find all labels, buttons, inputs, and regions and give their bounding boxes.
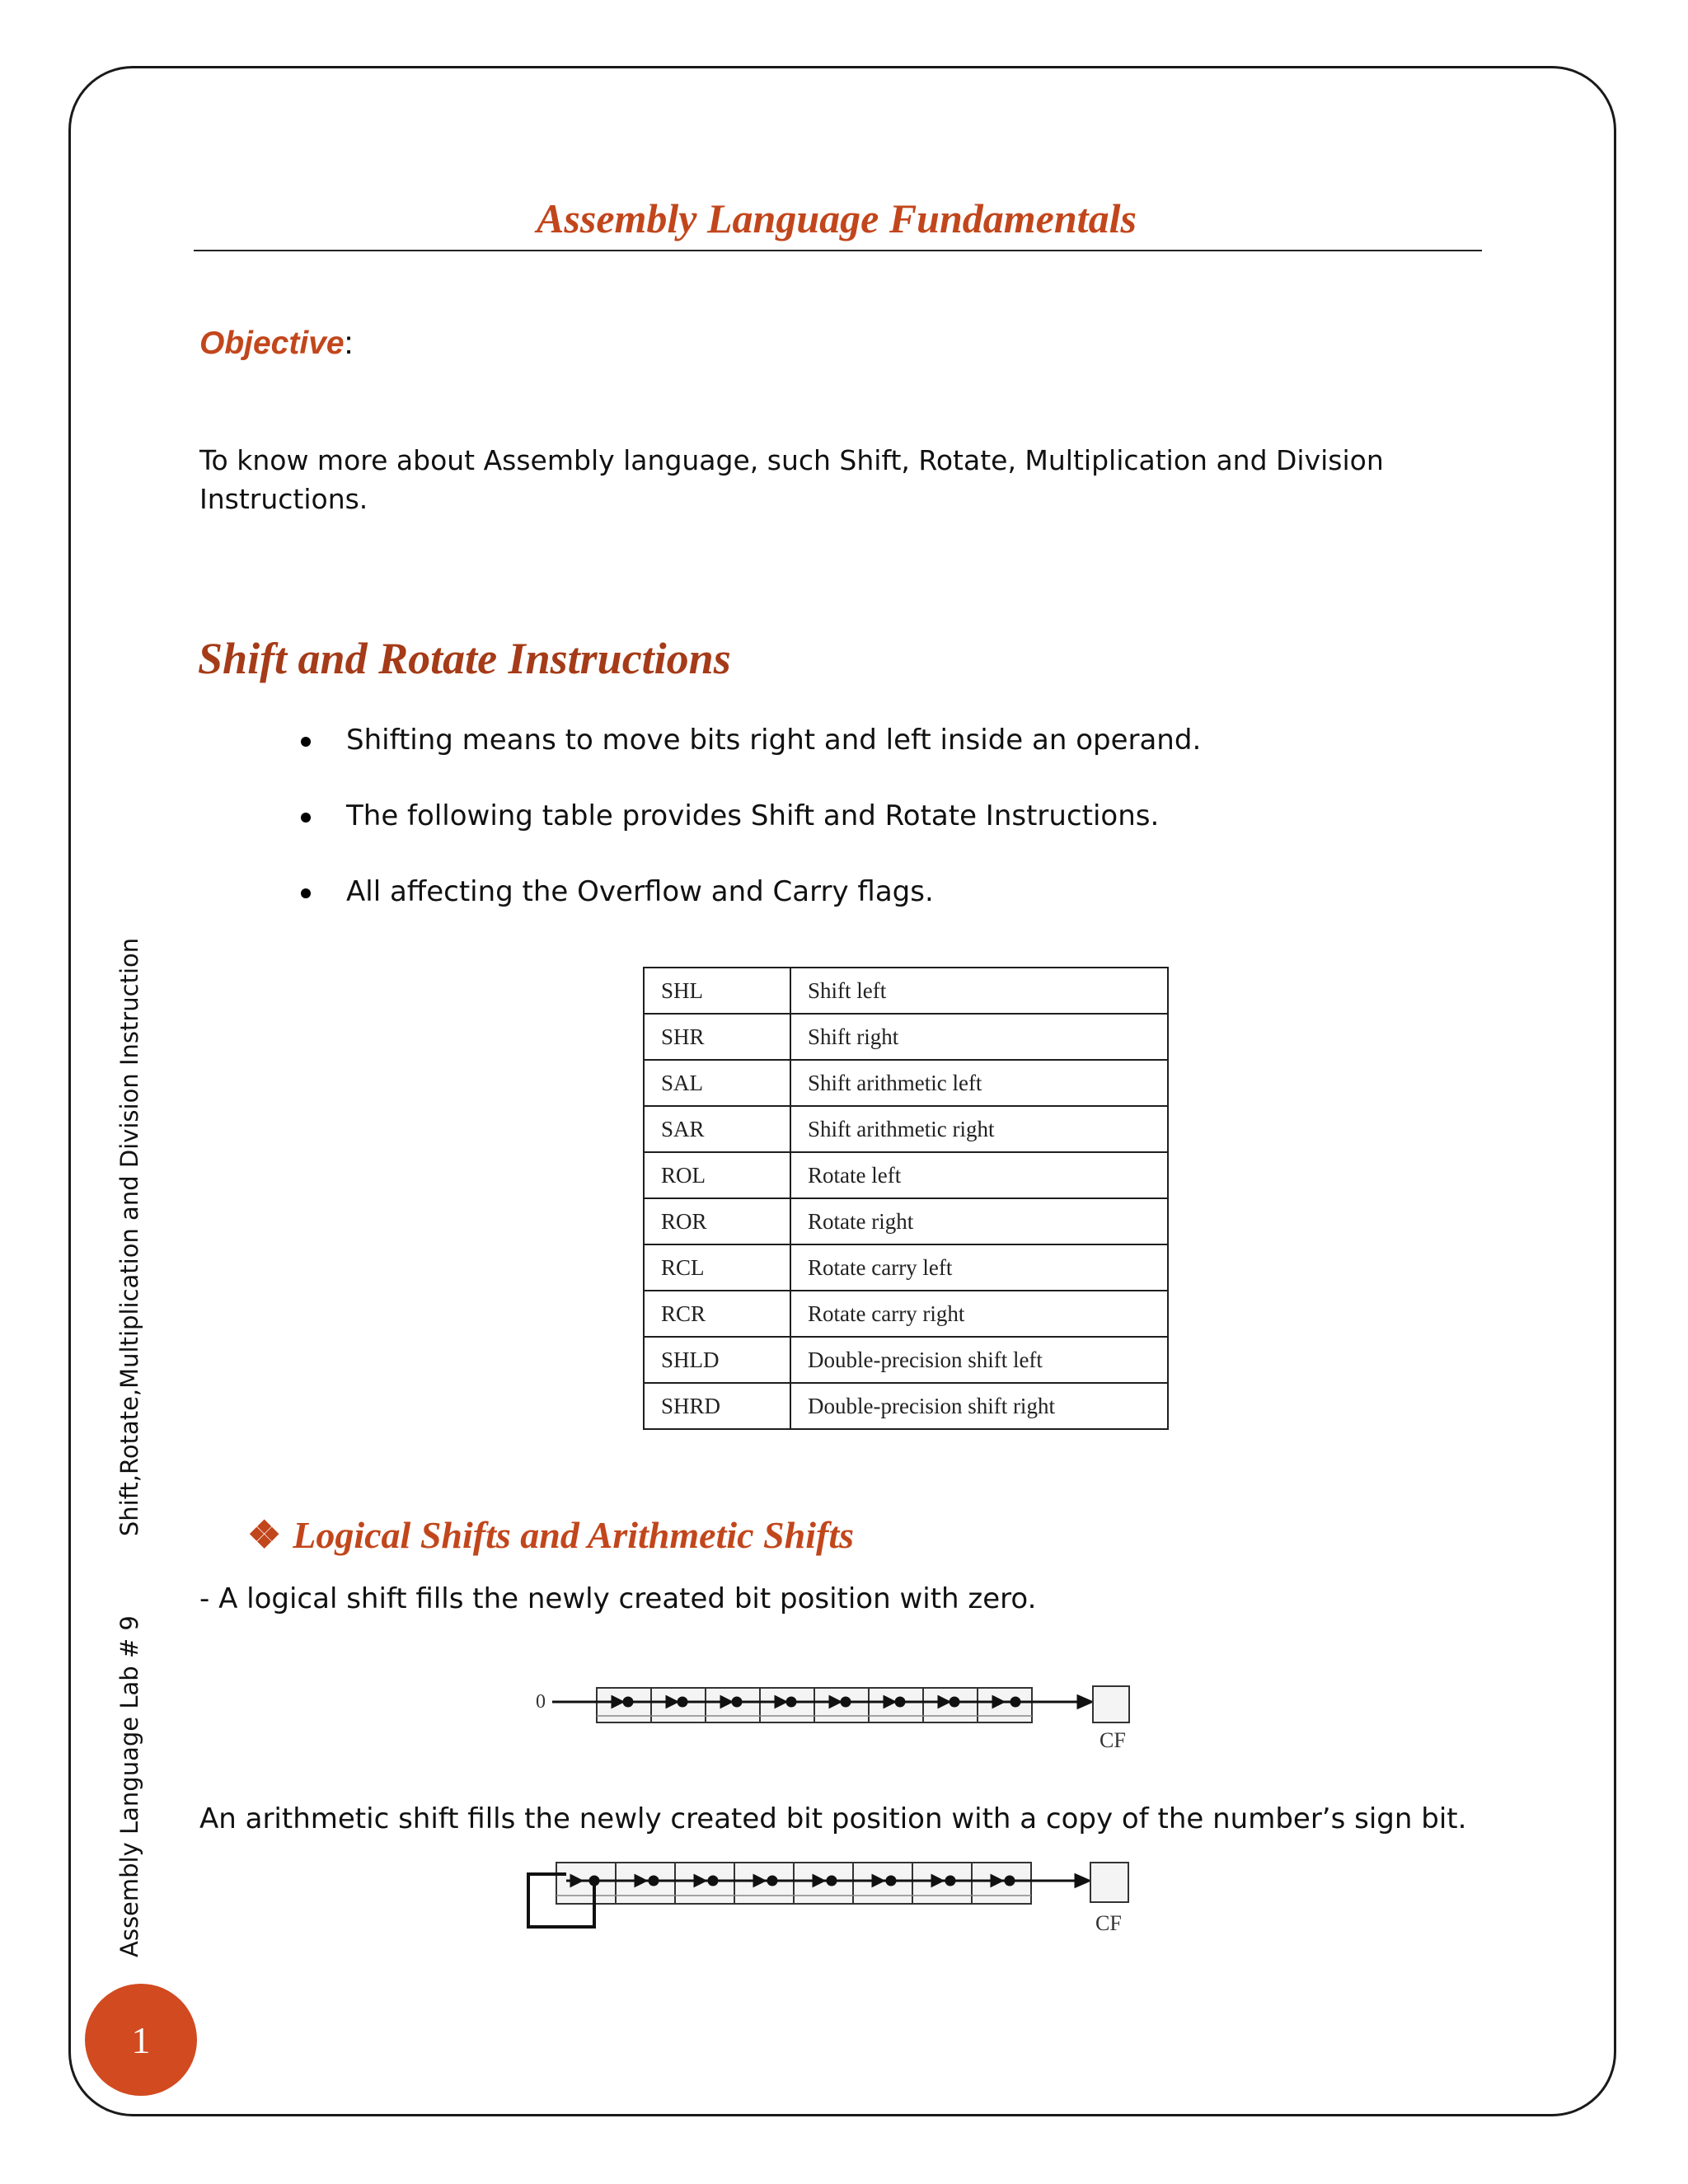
bullet-dot-icon — [301, 888, 311, 898]
shifts-heading — [247, 1512, 854, 1557]
page-number-badge: 1 — [85, 1984, 197, 2096]
table-row — [644, 1291, 1168, 1337]
bullet-item — [293, 872, 1201, 948]
register-cells — [556, 1863, 1031, 1904]
mnemonic-cell: RCR — [644, 1291, 790, 1337]
table-row — [644, 1244, 1168, 1291]
description-cell: Double-precision shift left — [790, 1337, 1168, 1383]
description-cell: Shift arithmetic right — [790, 1106, 1168, 1152]
table-row — [644, 968, 1168, 1014]
mnemonic-cell: SHLD — [644, 1337, 790, 1383]
description-cell: Rotate carry left — [790, 1244, 1168, 1291]
mnemonic-cell: SHL — [644, 968, 790, 1014]
description-cell: Shift arithmetic left — [790, 1060, 1168, 1106]
bullet-text: Shifting means to move bits right and left inside an operand. — [346, 724, 1202, 757]
mnemonic-cell: SAR — [644, 1106, 790, 1152]
section-heading: Shift and Rotate Instructions — [198, 634, 731, 683]
bullet-text: All affecting the Overflow and Carry flags. — [346, 875, 934, 908]
arithmetic-shift-diagram — [523, 1856, 1150, 1955]
bullet-text: The following table provides Shift and Rotate Instructions. — [346, 799, 1160, 832]
bullet-item — [293, 720, 1201, 796]
description-cell: Rotate carry right — [790, 1291, 1168, 1337]
page-title: Assembly Language Fundamentals — [537, 195, 1137, 241]
mnemonic-cell: SHRD — [644, 1383, 790, 1429]
description-cell: Rotate right — [790, 1198, 1168, 1244]
description-cell: Shift left — [790, 968, 1168, 1014]
table-row — [644, 1337, 1168, 1383]
table-row — [644, 1060, 1168, 1106]
table-row — [644, 1152, 1168, 1198]
table-row — [644, 1198, 1168, 1244]
mnemonic-cell: RCL — [644, 1244, 790, 1291]
objective-label: Objective — [199, 326, 345, 361]
table-row — [644, 1106, 1168, 1152]
table-row — [644, 1383, 1168, 1429]
sidebar-lab: Assembly Language Lab # 9 — [115, 1615, 143, 1957]
carry-flag-label: CF — [1095, 1911, 1122, 1935]
table-row — [644, 1014, 1168, 1060]
description-cell: Double-precision shift right — [790, 1383, 1168, 1429]
logical-shift-text: - A logical shift fills the newly created bit position with zero. — [199, 1582, 1037, 1615]
bullet-item — [293, 796, 1201, 872]
sidebar-topic: Shift,Rotate,Multiplication and Division Instruction — [115, 937, 143, 1537]
sidebar-lab-title — [115, 938, 143, 1957]
bullet-list — [293, 720, 1201, 948]
arithmetic-shift-text: An arithmetic shift fills the newly created bit position with a copy of the number’s sign bit. — [199, 1802, 1467, 1835]
description-cell: Rotate left — [790, 1152, 1168, 1198]
mnemonic-cell: ROR — [644, 1198, 790, 1244]
objective-text: To know more about Assembly language, such Shift, Rotate, Multiplication and Division Instructions. — [199, 444, 1384, 515]
header-rule — [194, 250, 1482, 251]
description-cell: Shift right — [790, 1014, 1168, 1060]
bullet-dot-icon — [301, 737, 311, 747]
mnemonic-cell: ROL — [644, 1152, 790, 1198]
instruction-table — [643, 967, 1169, 1430]
carry-flag-box — [1090, 1863, 1128, 1902]
objective-heading — [199, 326, 353, 362]
mnemonic-cell: SAL — [644, 1060, 790, 1106]
shifts-heading-text: Logical Shifts and Arithmetic Shifts — [293, 1514, 854, 1556]
logical-shift-diagram — [528, 1680, 1154, 1770]
bullet-dot-icon — [301, 813, 311, 823]
zero-input-label: 0 — [536, 1691, 546, 1713]
objective-colon: : — [344, 326, 354, 361]
register-cells — [597, 1688, 1032, 1722]
carry-flag-box — [1093, 1686, 1129, 1722]
carry-flag-label: CF — [1100, 1728, 1126, 1752]
mnemonic-cell: SHR — [644, 1014, 790, 1060]
diamond-bullet-icon: ❖ — [247, 1514, 282, 1556]
